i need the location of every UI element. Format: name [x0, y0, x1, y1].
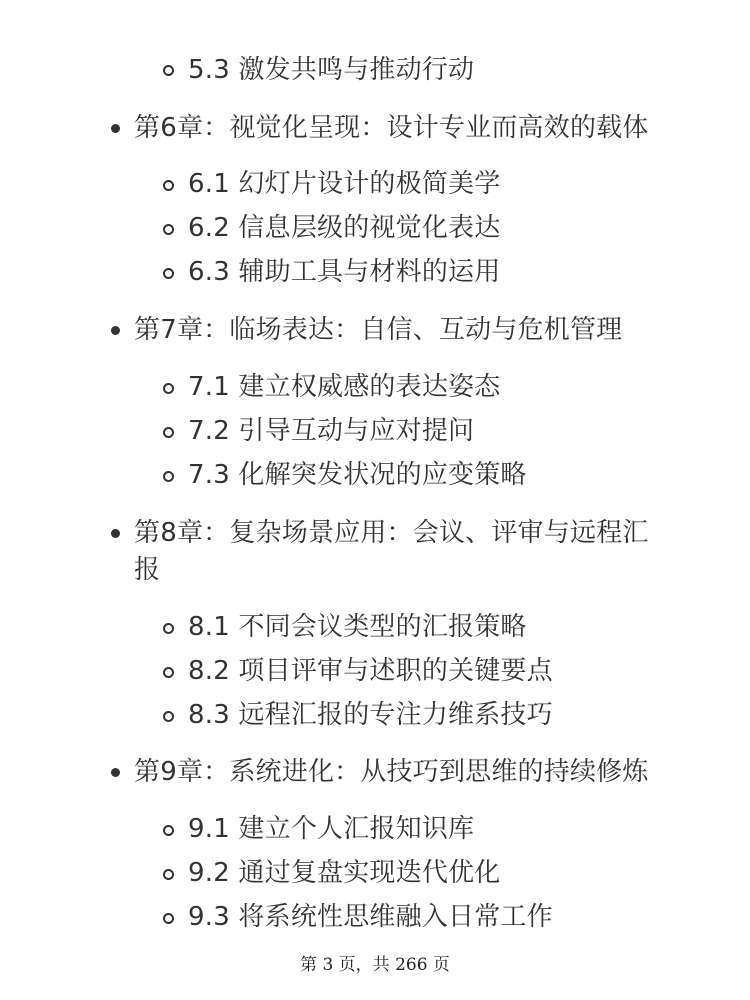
list-bullet-hollow [163, 65, 174, 76]
chapter-6-title: 第6章：视觉化呈现：设计专业而高效的载体 [134, 113, 649, 143]
section-7-3: 7.3 化解突发状况的应变策略 [188, 460, 527, 490]
section-5-3: 5.3 激发共鸣与推动行动 [188, 55, 475, 85]
chapter-9-title: 第9章：系统进化：从技巧到思维的持续修炼 [134, 757, 649, 787]
list-bullet-hollow [163, 825, 174, 836]
list-bullet-hollow [163, 667, 174, 678]
section-6-1: 6.1 幻灯片设计的极简美学 [188, 169, 501, 199]
list-bullet-filled [111, 326, 120, 335]
section-6-2: 6.2 信息层级的视觉化表达 [188, 213, 501, 243]
section-6-3: 6.3 辅助工具与材料的运用 [188, 257, 501, 287]
section-8-3: 8.3 远程汇报的专注力维系技巧 [188, 700, 553, 730]
section-7-2: 7.2 引导互动与应对提问 [188, 416, 475, 446]
list-bullet-hollow [163, 913, 174, 924]
list-bullet-filled [111, 124, 120, 133]
list-bullet-hollow [163, 268, 174, 279]
chapter-8-title-continued: 报 [134, 555, 161, 585]
list-bullet-filled [111, 529, 120, 538]
list-bullet-hollow [163, 224, 174, 235]
list-bullet-hollow [163, 471, 174, 482]
section-7-1: 7.1 建立权威感的表达姿态 [188, 372, 501, 402]
page-indicator: 第 3 页，共 266 页 [300, 955, 450, 975]
list-bullet-hollow [163, 383, 174, 394]
section-9-3: 9.3 将系统性思维融入日常工作 [188, 902, 553, 932]
list-bullet-hollow [163, 180, 174, 191]
list-bullet-hollow [163, 623, 174, 634]
list-bullet-hollow [163, 711, 174, 722]
chapter-8-title: 第8章：复杂场景应用：会议、评审与远程汇 [134, 518, 649, 548]
list-bullet-hollow [163, 427, 174, 438]
list-bullet-hollow [163, 869, 174, 880]
list-bullet-filled [111, 768, 120, 777]
section-9-1: 9.1 建立个人汇报知识库 [188, 814, 475, 844]
section-8-1: 8.1 不同会议类型的汇报策略 [188, 612, 527, 642]
section-9-2: 9.2 通过复盘实现迭代优化 [188, 858, 501, 888]
chapter-7-title: 第7章：临场表达：自信、互动与危机管理 [134, 315, 623, 345]
section-8-2: 8.2 项目评审与述职的关键要点 [188, 656, 553, 686]
